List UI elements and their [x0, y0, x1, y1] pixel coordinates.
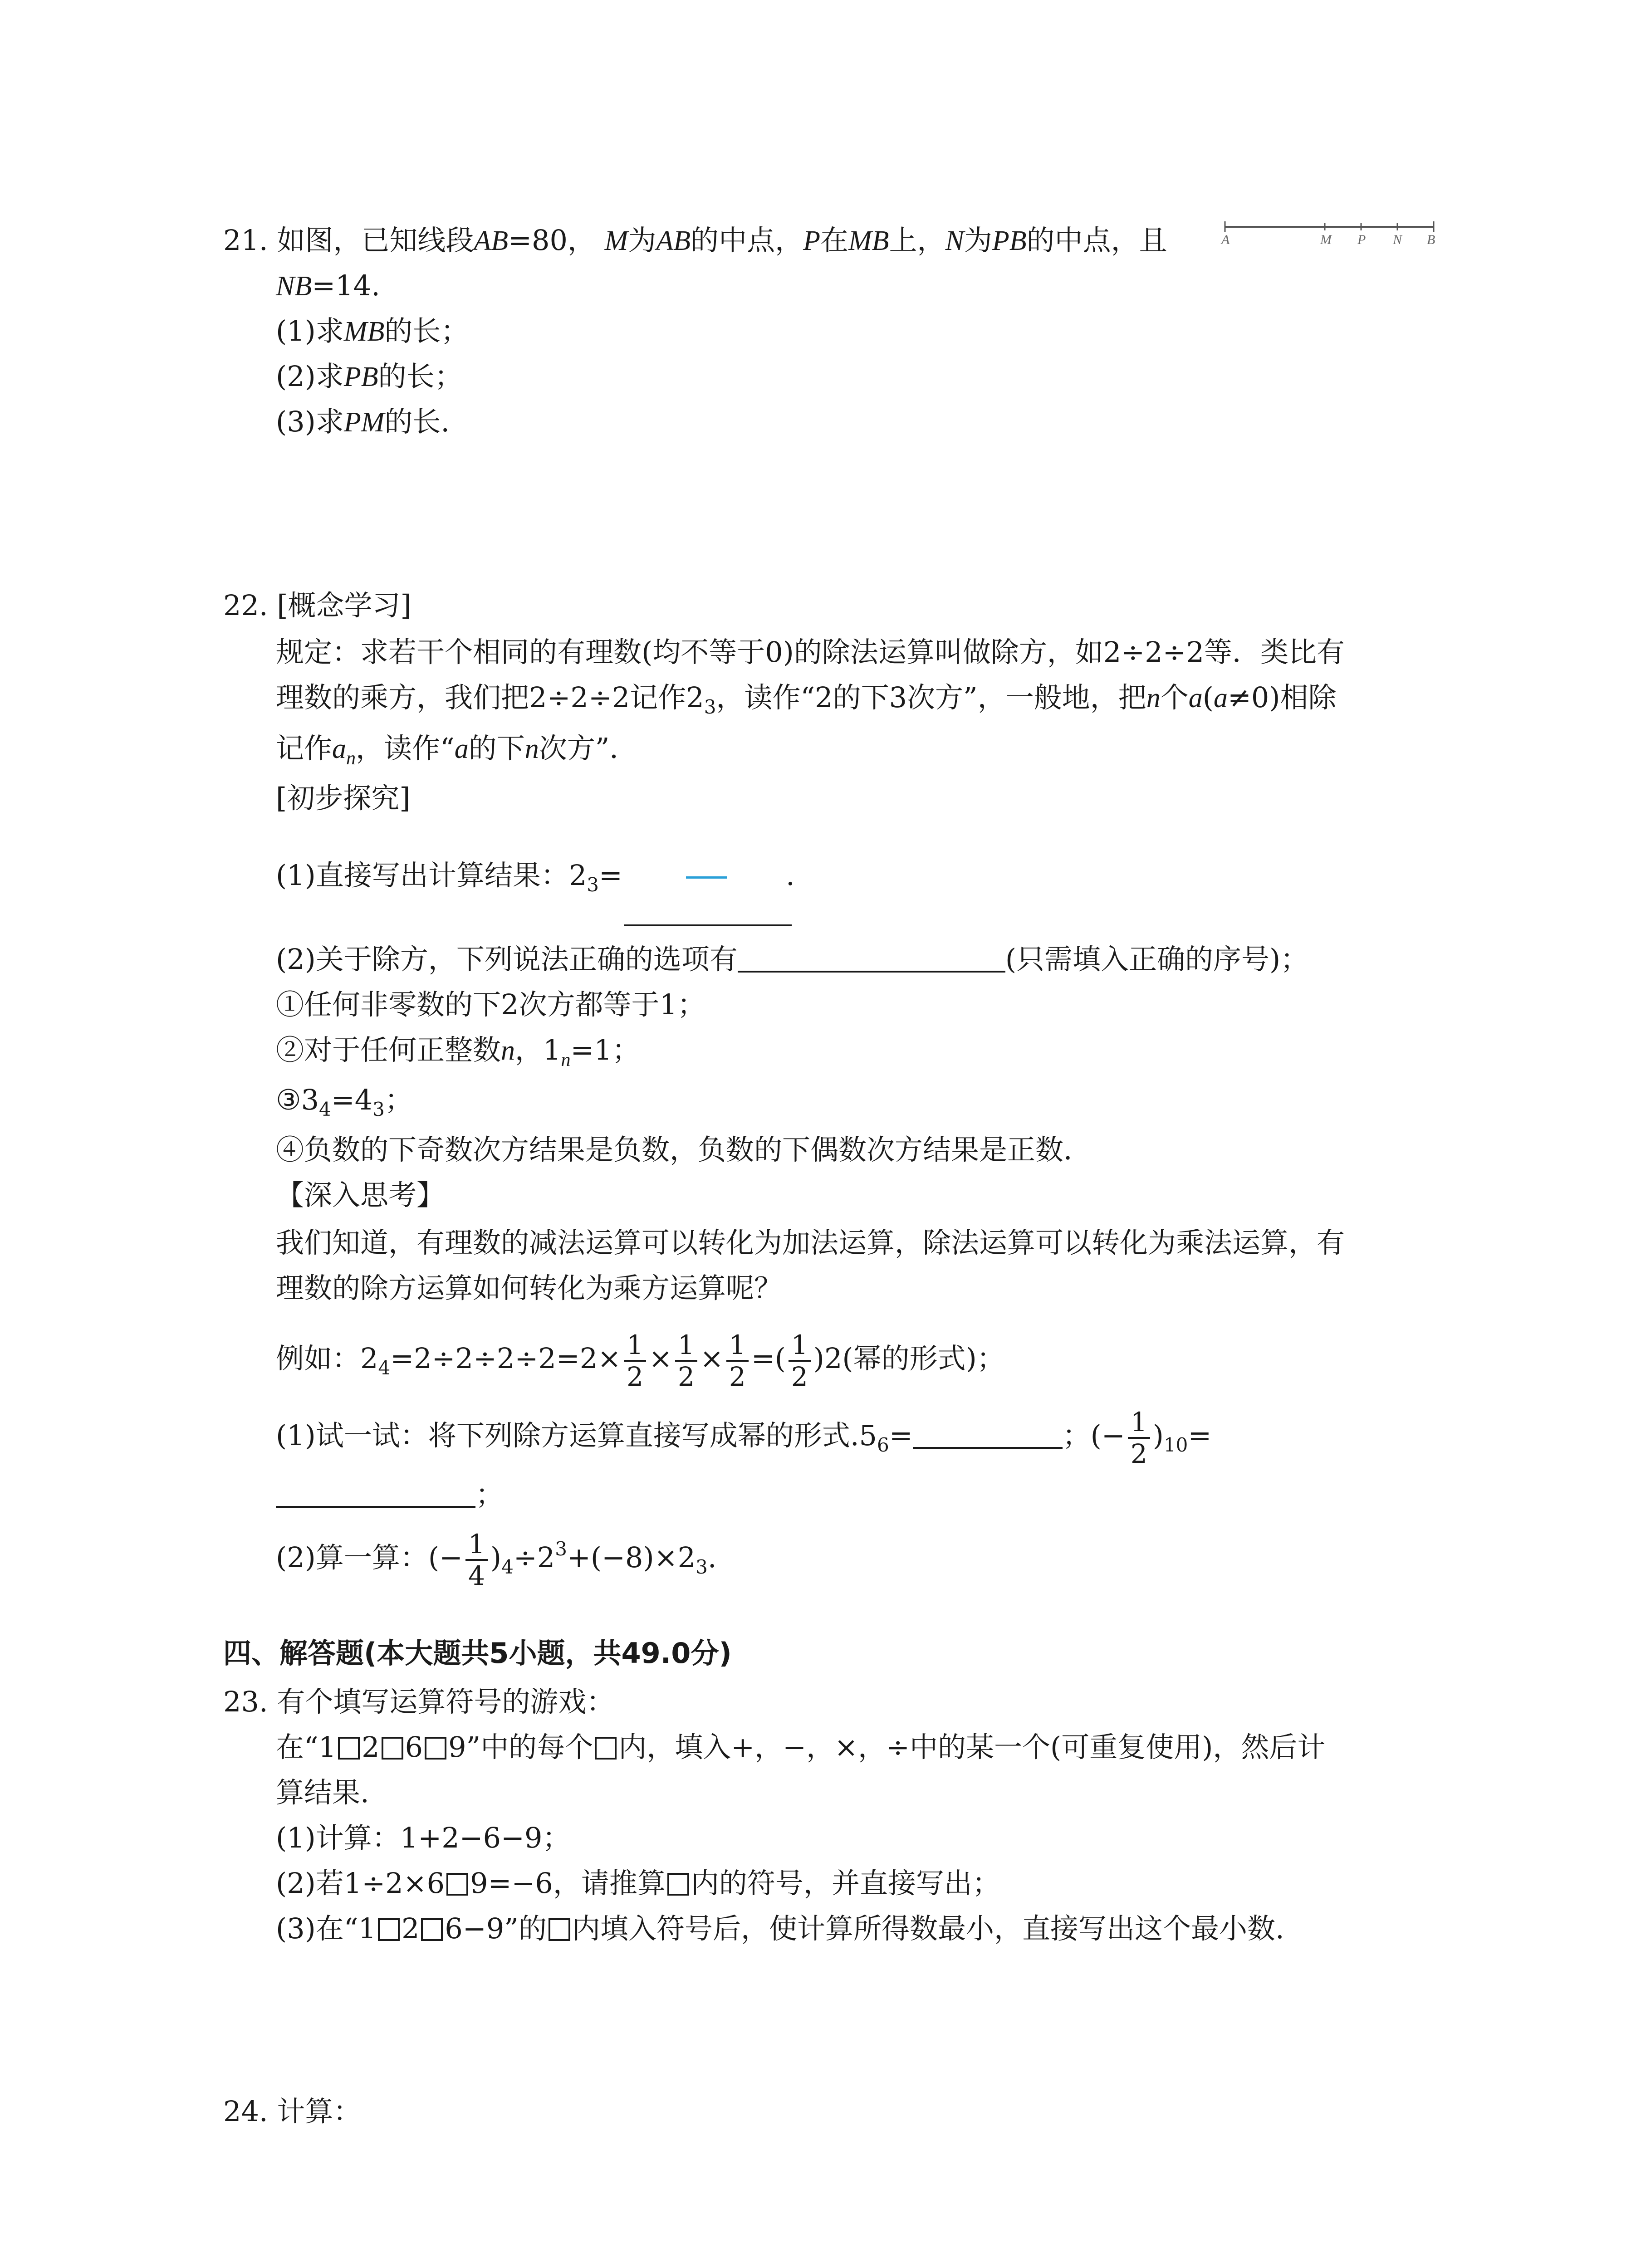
figure-label-b: B [1427, 232, 1435, 247]
blank-square [595, 1737, 617, 1760]
q22-heading: 22. [概念学习] [223, 589, 411, 622]
segment-figure [1220, 213, 1438, 249]
q21-part-1: (1)求MB的长； [276, 314, 469, 347]
q22-explore-heading: [初步探究] [276, 782, 411, 815]
answer-blank-2[interactable] [738, 971, 1005, 973]
q21-line-1: 21. 如图，已知线段AB=80， M为AB的中点，P在MB上，N为PB的中点，且 [223, 224, 1167, 257]
q23-line-1: 23. 有个填写运算符号的游戏： [223, 1685, 615, 1718]
section-heading: 四、解答题(本大题共5小题，共49.0分) [223, 1637, 732, 1670]
fraction-half: $\frac{1}{2}$ [675, 1330, 697, 1392]
q22-rule-2: 理数的乘方，我们把2÷2÷2记作$2_3$，读作“2的下3次方”，一般地，把n个a(a≠0)相除 [276, 681, 1337, 718]
fraction-half: $\frac{1}{2}$ [1128, 1407, 1150, 1469]
q22-rule-3: 记作$a_n$，读作“a的下n次方”． [276, 732, 638, 769]
q22-option-2: ②对于任何正整数n，$1_n=1$； [276, 1033, 640, 1070]
blank-square [549, 1918, 570, 1941]
fraction-half: $\frac{1}{2}$ [624, 1330, 646, 1392]
answer-dash-mark [686, 876, 727, 879]
q22-option-4: ④负数的下奇数次方结果是负数，负数的下偶数次方结果是正数． [276, 1133, 1092, 1166]
q23-part-2: (2)若1÷2×6 9=−6，请推算 内的符号，并直接写出； [276, 1867, 1000, 1900]
q22-step-1: (1)直接写出计算结果：$2_3=$ . [276, 859, 795, 896]
q22-deep-heading: 【深入思考】 [276, 1178, 445, 1212]
blank-square [667, 1873, 689, 1896]
q21-part-2: (2)求PB的长； [276, 360, 463, 393]
question-number: 22. [223, 589, 268, 622]
fraction-half: $\frac{1}{2}$ [789, 1330, 811, 1392]
figure-label-a: A [1221, 232, 1230, 247]
q24-line-1: 24. 计算： [223, 2095, 362, 2128]
fraction-half: $\frac{1}{2}$ [726, 1330, 749, 1392]
q22-calc: (2)算一算：(− $\frac{1}{4}$ )$_4\div 2^3+(-8)\times 2_3$. [276, 1528, 717, 1591]
question-number: 21. [223, 224, 268, 257]
q23-line-2: 在“1 2 6 9”中的每个 内，填入+，−，×，÷中的某一个(可重复使用)，然后计 [276, 1730, 1326, 1764]
q21-line-2: NB=14. [276, 269, 380, 302]
blank-square [421, 1918, 443, 1941]
blank-square [378, 1918, 400, 1941]
answer-blank-4[interactable] [276, 1506, 475, 1508]
blank-square [425, 1737, 446, 1760]
q22-deep-1: 我们知道，有理数的减法运算可以转化为加法运算，除法运算可以转化为乘法运算，有 [276, 1226, 1345, 1259]
q22-try: (1)试一试：将下列除方运算直接写成幂的形式$.5_6=$ ；(− $\frac{1}{2}$ )$_{10}=$ [276, 1406, 1212, 1469]
q23-part-1: (1)计算：1+2−6−9； [276, 1821, 571, 1854]
answer-blank-1[interactable] [624, 924, 792, 926]
q22-deep-2: 理数的除方运算如何转化为乘方运算呢？ [276, 1271, 783, 1305]
q22-option-3: $③3_4=4_3$； [276, 1083, 413, 1120]
q21-part-3: (3)求PM的长. [276, 405, 450, 438]
answer-blank-3[interactable] [913, 1447, 1063, 1449]
q22-option-1: ①任何非零数的下2次方都等于1； [276, 988, 705, 1021]
q22-rule-1: 规定：求若干个相同的有理数(均不等于0)的除法运算叫做除方，如2÷2÷2等．类比有 [276, 635, 1345, 669]
question-number: 24. [223, 2095, 268, 2128]
q22-step-2: (2)关于除方，下列说法正确的选项有 (只需填入正确的序号)； [276, 943, 1309, 976]
fraction-quarter: $\frac{1}{4}$ [465, 1529, 488, 1591]
q22-try-continued: ； [276, 1476, 504, 1513]
blank-square [382, 1737, 403, 1760]
blank-square [446, 1873, 468, 1896]
figure-label-p: P [1357, 232, 1366, 247]
q22-example: 例如：$2_4=2\div 2\div 2\div 2=2\times$ $\frac{1}{2}$ × $\frac{1}{2}$ × $\frac{1}{2}$ =( $\frac{1}{2}$ )2(幂的形式)； [276, 1329, 1005, 1392]
blank-square [338, 1737, 360, 1760]
question-number: 23. [223, 1685, 268, 1718]
q23-part-3: (3)在“1 2 6−9”的 内填入符号后，使计算所得数最小，直接写出这个最小数. [276, 1912, 1284, 1945]
figure-label-n: N [1393, 232, 1402, 247]
q23-line-3: 算结果. [276, 1776, 369, 1809]
figure-label-m: M [1320, 232, 1332, 247]
